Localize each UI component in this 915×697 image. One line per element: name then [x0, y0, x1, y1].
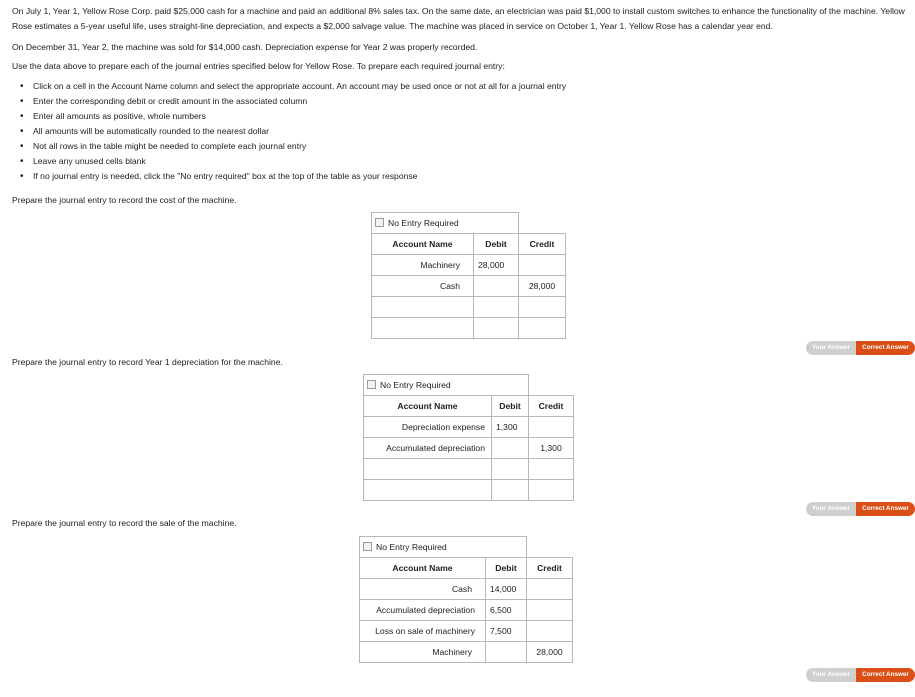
account-name-header: Account Name [360, 558, 486, 579]
account-cell[interactable] [372, 297, 474, 318]
your-answer-tab[interactable]: Your Answer [806, 502, 856, 516]
credit-cell[interactable] [529, 459, 574, 480]
account-name-header: Account Name [364, 396, 492, 417]
debit-cell[interactable] [486, 642, 527, 663]
instructions-list [12, 79, 566, 184]
debit-cell[interactable] [492, 459, 529, 480]
correct-answer-tab[interactable]: Correct Answer [856, 341, 915, 355]
debit-header: Debit [492, 396, 529, 417]
debit-cell[interactable]: 14,000 [486, 579, 527, 600]
credit-header: Credit [527, 558, 573, 579]
credit-cell[interactable] [519, 318, 566, 339]
debit-cell[interactable] [492, 480, 529, 501]
debit-cell[interactable] [474, 276, 519, 297]
instruction-item: • Leave any unused cells blank [12, 154, 566, 169]
instruction-item: • If no journal entry is needed, click the "No entry required" box at the top of the table as your response [12, 169, 566, 184]
account-cell[interactable]: Accumulated depreciation [360, 600, 486, 621]
intro-paragraph-3: Use the data above to prepare each of the journal entries specified below for Yellow Rose. To prepare each required journal entry: [12, 61, 505, 71]
account-cell[interactable] [364, 480, 492, 501]
credit-cell[interactable] [519, 255, 566, 276]
correct-answer-tab[interactable]: Correct Answer [856, 502, 915, 516]
instruction-item: • All amounts will be automatically rounded to the nearest dollar [12, 124, 566, 139]
credit-cell[interactable]: 28,000 [527, 642, 573, 663]
journal-table-2 [363, 374, 574, 501]
credit-cell[interactable] [529, 417, 574, 438]
account-cell[interactable] [372, 318, 474, 339]
credit-cell[interactable] [527, 579, 573, 600]
checkbox-icon[interactable] [367, 380, 376, 389]
credit-header: Credit [519, 234, 566, 255]
answer-tabs-2 [806, 502, 915, 516]
your-answer-tab[interactable]: Your Answer [806, 668, 856, 682]
your-answer-tab[interactable]: Your Answer [806, 341, 856, 355]
credit-header: Credit [529, 396, 574, 417]
instruction-item: • Enter the corresponding debit or credit amount in the associated column [12, 94, 566, 109]
answer-tabs-3 [806, 668, 915, 682]
debit-cell[interactable]: 6,500 [486, 600, 527, 621]
account-cell[interactable]: Loss on sale of machinery [360, 621, 486, 642]
account-cell[interactable]: Machinery [372, 255, 474, 276]
account-cell[interactable]: Accumulated depreciation [364, 438, 492, 459]
account-cell[interactable]: Machinery [360, 642, 486, 663]
debit-cell[interactable] [474, 297, 519, 318]
journal-table-3 [359, 536, 573, 663]
entry-2-prompt: Prepare the journal entry to record Year 1 depreciation for the machine. [12, 357, 283, 367]
debit-cell[interactable] [492, 438, 529, 459]
answer-tabs-1 [806, 341, 915, 355]
checkbox-icon[interactable] [375, 218, 384, 227]
credit-cell[interactable] [519, 297, 566, 318]
correct-answer-tab[interactable]: Correct Answer [856, 668, 915, 682]
account-cell[interactable]: Depreciation expense [364, 417, 492, 438]
credit-cell[interactable] [527, 600, 573, 621]
debit-cell[interactable]: 28,000 [474, 255, 519, 276]
instruction-item: • Not all rows in the table might be needed to complete each journal entry [12, 139, 566, 154]
intro-paragraph-2: On December 31, Year 2, the machine was sold for $14,000 cash. Depreciation expense for Year 2 was properly recorded. [12, 42, 478, 52]
debit-cell[interactable]: 7,500 [486, 621, 527, 642]
account-name-header: Account Name [372, 234, 474, 255]
credit-cell[interactable]: 28,000 [519, 276, 566, 297]
credit-cell[interactable] [529, 480, 574, 501]
intro-paragraph-1: On July 1, Year 1, Yellow Rose Corp. paid $25,000 cash for a machine and paid an additional 8% sales tax. On the same date, an electrician was paid $1,000 to install custom switches to enhance the functionality of the machine. Yellow Rose estimates a 5-year useful life, uses straight-line depreciation, and expects a $2,000 salvage value. The machine was placed in service on October 1, Year 1. Yellow Rose has a calendar year end. [12, 6, 905, 31]
journal-table-1 [371, 212, 566, 339]
instruction-item: • Click on a cell in the Account Name column and select the appropriate account. An account may be used once or not at all for a journal entry [12, 79, 566, 94]
account-cell[interactable]: Cash [372, 276, 474, 297]
entry-1-prompt: Prepare the journal entry to record the cost of the machine. [12, 195, 237, 205]
account-cell[interactable] [364, 459, 492, 480]
debit-cell[interactable]: 1,300 [492, 417, 529, 438]
entry-3-prompt: Prepare the journal entry to record the sale of the machine. [12, 518, 237, 528]
credit-cell[interactable]: 1,300 [529, 438, 574, 459]
no-entry-required-checkbox[interactable]: No Entry Required [360, 537, 527, 558]
checkbox-icon[interactable] [363, 542, 372, 551]
debit-cell[interactable] [474, 318, 519, 339]
instruction-item: • Enter all amounts as positive, whole numbers [12, 109, 566, 124]
no-entry-required-checkbox[interactable]: No Entry Required [372, 213, 519, 234]
no-entry-required-checkbox[interactable]: No Entry Required [364, 375, 529, 396]
debit-header: Debit [474, 234, 519, 255]
credit-cell[interactable] [527, 621, 573, 642]
account-cell[interactable]: Cash [360, 579, 486, 600]
debit-header: Debit [486, 558, 527, 579]
